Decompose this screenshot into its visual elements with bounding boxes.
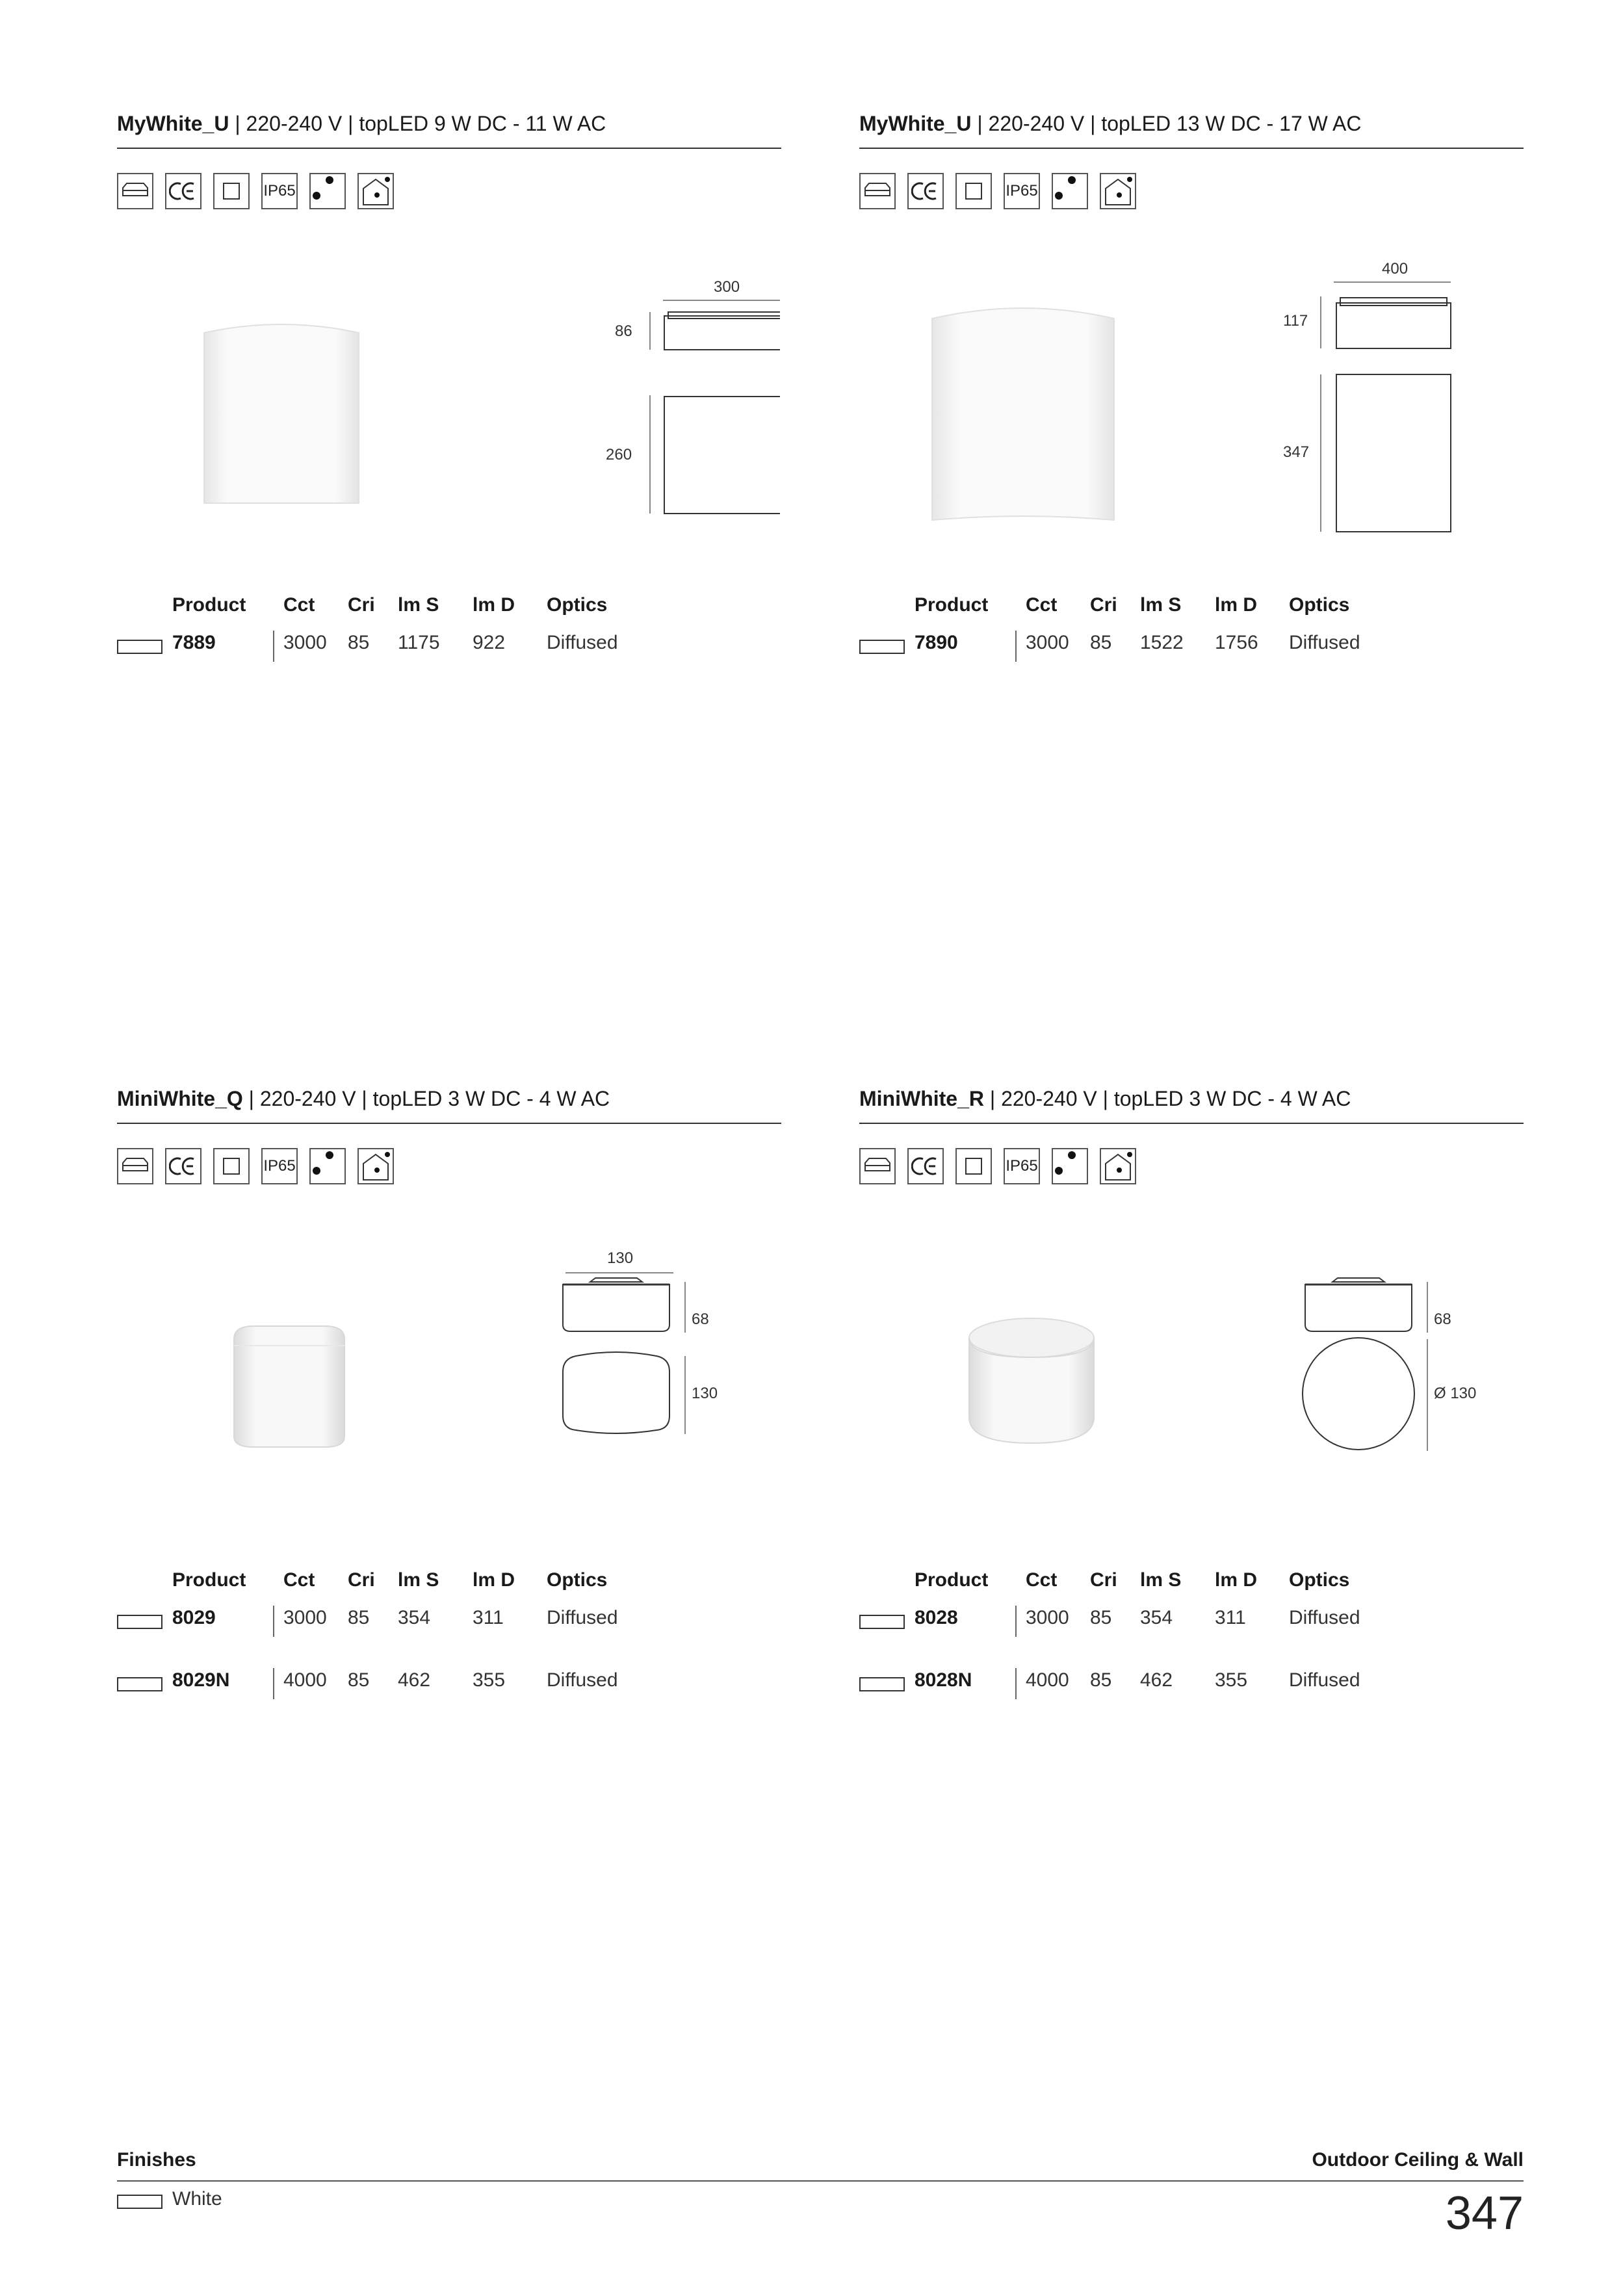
ceiling-mount-icon bbox=[859, 1148, 896, 1184]
dimension-drawing bbox=[539, 1242, 786, 1515]
heading-rule bbox=[859, 148, 1524, 149]
product-spec: | 220-240 V | topLED 3 W DC - 4 W AC bbox=[983, 1087, 1351, 1110]
product-code: 7890 bbox=[915, 632, 958, 653]
lm-s-value: 1175 bbox=[398, 632, 440, 653]
class-ii-icon bbox=[213, 173, 250, 209]
finish-swatch bbox=[117, 1615, 162, 1629]
diameter-dimension: Ø 130 bbox=[1434, 1385, 1477, 1402]
col-product: Product bbox=[172, 1569, 246, 1591]
ce-mark-icon bbox=[165, 1148, 201, 1184]
product-code: 7889 bbox=[172, 632, 216, 653]
finish-swatch bbox=[859, 640, 905, 654]
indoor-outdoor-icon bbox=[1100, 1148, 1136, 1184]
ip65-label: IP65 bbox=[263, 1157, 296, 1175]
product-spec: | 220-240 V | topLED 9 W DC - 11 W AC bbox=[229, 112, 606, 135]
row-divider bbox=[1015, 1606, 1017, 1637]
product-spec: | 220-240 V | topLED 13 W DC - 17 W AC bbox=[971, 112, 1362, 135]
product-heading bbox=[117, 1087, 610, 1111]
product-name: MyWhite_U bbox=[859, 112, 972, 135]
finish-swatch bbox=[117, 2195, 162, 2209]
footer-rule bbox=[117, 2180, 1524, 2182]
led-light-icon bbox=[1052, 1148, 1088, 1184]
ce-mark-icon bbox=[165, 173, 201, 209]
ip65-icon bbox=[261, 173, 298, 209]
lm-s-value: 1522 bbox=[1140, 632, 1184, 653]
class-ii-icon bbox=[213, 1148, 250, 1184]
product-name: MiniWhite_R bbox=[859, 1087, 984, 1110]
cct-value: 4000 bbox=[283, 1669, 327, 1691]
width-dimension: 130 bbox=[607, 1249, 634, 1267]
col-product: Product bbox=[915, 1569, 989, 1591]
lm-d-value: 922 bbox=[473, 632, 506, 653]
height-dimension: 86 bbox=[615, 322, 632, 340]
dimension-drawing bbox=[1282, 1242, 1529, 1515]
depth-dimension: 260 bbox=[606, 446, 632, 463]
product-code: 8029 bbox=[172, 1607, 216, 1628]
optics-value: Diffused bbox=[1289, 632, 1360, 653]
led-light-icon bbox=[309, 1148, 346, 1184]
col-optics: Optics bbox=[547, 594, 608, 616]
dimension-drawing bbox=[494, 273, 780, 533]
product-panel-mywhite-u-large bbox=[859, 0, 1524, 653]
lm-d-value: 1756 bbox=[1215, 632, 1258, 653]
col-lm-d: lm D bbox=[473, 1569, 515, 1591]
table-row bbox=[117, 1669, 767, 1702]
heading-rule bbox=[117, 1123, 781, 1124]
led-light-icon bbox=[1052, 173, 1088, 209]
table-row bbox=[859, 1669, 1509, 1702]
col-optics: Optics bbox=[1289, 1569, 1350, 1591]
col-cct: Cct bbox=[283, 1569, 315, 1591]
finish-swatch bbox=[859, 1615, 905, 1629]
product-code: 8029N bbox=[172, 1669, 230, 1691]
col-cri: Cri bbox=[348, 1569, 375, 1591]
col-lm-d: lm D bbox=[1215, 594, 1258, 616]
depth-dimension: 347 bbox=[1283, 443, 1310, 461]
lm-d-value: 311 bbox=[473, 1607, 504, 1628]
col-cct: Cct bbox=[1026, 594, 1058, 616]
lm-s-value: 354 bbox=[1140, 1607, 1173, 1628]
col-cct: Cct bbox=[283, 594, 315, 616]
ip65-label: IP65 bbox=[263, 182, 296, 200]
optics-value: Diffused bbox=[1289, 1607, 1360, 1628]
finish-swatch bbox=[117, 1677, 162, 1691]
cri-value: 85 bbox=[1090, 632, 1112, 653]
product-image bbox=[927, 303, 1119, 524]
depth-dimension: 130 bbox=[692, 1385, 718, 1402]
product-heading bbox=[117, 112, 606, 136]
ceiling-mount-icon bbox=[117, 173, 153, 209]
product-image bbox=[199, 320, 364, 507]
product-panel-mywhite-u-small bbox=[117, 0, 781, 653]
page-number: 347 bbox=[1445, 2187, 1524, 2239]
cct-value: 4000 bbox=[1026, 1669, 1069, 1691]
col-optics: Optics bbox=[547, 1569, 608, 1591]
cri-value: 85 bbox=[1090, 1669, 1112, 1691]
cri-value: 85 bbox=[348, 1607, 370, 1628]
ce-mark-icon bbox=[907, 1148, 944, 1184]
col-lm-s: lm S bbox=[1140, 1569, 1182, 1591]
finish-swatch bbox=[117, 640, 162, 654]
row-divider bbox=[1015, 1668, 1017, 1699]
heading-rule bbox=[117, 148, 781, 149]
ip65-label: IP65 bbox=[1006, 1157, 1038, 1175]
col-lm-s: lm S bbox=[398, 1569, 439, 1591]
table-row bbox=[117, 1607, 767, 1639]
finish-swatch bbox=[859, 1677, 905, 1691]
row-divider bbox=[273, 1606, 274, 1637]
width-dimension: 400 bbox=[1382, 260, 1409, 278]
lm-s-value: 462 bbox=[1140, 1669, 1173, 1691]
lm-d-value: 355 bbox=[1215, 1669, 1248, 1691]
col-optics: Optics bbox=[1289, 594, 1350, 616]
optics-value: Diffused bbox=[1289, 1669, 1360, 1691]
col-cri: Cri bbox=[1090, 1569, 1117, 1591]
col-lm-d: lm D bbox=[1215, 1569, 1258, 1591]
category-label: Outdoor Ceiling & Wall bbox=[1312, 2149, 1524, 2171]
cct-value: 3000 bbox=[283, 1607, 327, 1628]
col-product: Product bbox=[172, 594, 246, 616]
led-light-icon bbox=[309, 173, 346, 209]
indoor-outdoor-icon bbox=[357, 1148, 394, 1184]
height-dimension: 117 bbox=[1283, 312, 1308, 330]
ce-mark-icon bbox=[907, 173, 944, 209]
cct-value: 3000 bbox=[1026, 632, 1069, 653]
product-code: 8028 bbox=[915, 1607, 958, 1628]
optics-value: Diffused bbox=[547, 1607, 618, 1628]
indoor-outdoor-icon bbox=[357, 173, 394, 209]
lm-s-value: 462 bbox=[398, 1669, 431, 1691]
col-product: Product bbox=[915, 594, 989, 616]
ip65-label: IP65 bbox=[1006, 182, 1038, 200]
page-footer bbox=[117, 2149, 1524, 2279]
col-lm-d: lm D bbox=[473, 594, 515, 616]
col-lm-s: lm S bbox=[1140, 594, 1182, 616]
product-image bbox=[227, 1320, 351, 1450]
height-dimension: 68 bbox=[692, 1311, 709, 1328]
height-dimension: 68 bbox=[1434, 1311, 1451, 1328]
product-image bbox=[963, 1313, 1100, 1450]
col-cri: Cri bbox=[1090, 594, 1117, 616]
product-spec: | 220-240 V | topLED 3 W DC - 4 W AC bbox=[242, 1087, 610, 1110]
cct-value: 3000 bbox=[283, 632, 327, 653]
dimension-drawing bbox=[1236, 260, 1522, 540]
cct-value: 3000 bbox=[1026, 1607, 1069, 1628]
lm-d-value: 355 bbox=[473, 1669, 506, 1691]
class-ii-icon bbox=[955, 1148, 992, 1184]
optics-value: Diffused bbox=[547, 1669, 618, 1691]
table-row bbox=[859, 1607, 1509, 1639]
product-name: MyWhite_U bbox=[117, 112, 229, 135]
product-code: 8028N bbox=[915, 1669, 972, 1691]
ceiling-mount-icon bbox=[859, 173, 896, 209]
ceiling-mount-icon bbox=[117, 1148, 153, 1184]
product-heading bbox=[859, 1087, 1351, 1111]
product-heading bbox=[859, 112, 1361, 136]
product-name: MiniWhite_Q bbox=[117, 1087, 243, 1110]
col-cct: Cct bbox=[1026, 1569, 1058, 1591]
col-lm-s: lm S bbox=[398, 594, 439, 616]
table-row bbox=[859, 632, 1509, 664]
heading-rule bbox=[859, 1123, 1524, 1124]
width-dimension: 300 bbox=[714, 278, 740, 296]
row-divider bbox=[273, 1668, 274, 1699]
cri-value: 85 bbox=[348, 1669, 370, 1691]
class-ii-icon bbox=[955, 173, 992, 209]
product-panel-miniwhite-q bbox=[117, 975, 781, 1691]
finishes-label: Finishes bbox=[117, 2149, 196, 2171]
lm-d-value: 311 bbox=[1215, 1607, 1246, 1628]
indoor-outdoor-icon bbox=[1100, 173, 1136, 209]
col-cri: Cri bbox=[348, 594, 375, 616]
ip65-icon bbox=[1004, 1148, 1040, 1184]
row-divider bbox=[1015, 631, 1017, 662]
table-row bbox=[117, 632, 767, 664]
product-panel-miniwhite-r bbox=[859, 975, 1524, 1691]
ip65-icon bbox=[1004, 173, 1040, 209]
ip65-icon bbox=[261, 1148, 298, 1184]
cri-value: 85 bbox=[1090, 1607, 1112, 1628]
lm-s-value: 354 bbox=[398, 1607, 431, 1628]
row-divider bbox=[273, 631, 274, 662]
optics-value: Diffused bbox=[547, 632, 618, 653]
cri-value: 85 bbox=[348, 632, 370, 653]
finish-name: White bbox=[172, 2188, 222, 2210]
